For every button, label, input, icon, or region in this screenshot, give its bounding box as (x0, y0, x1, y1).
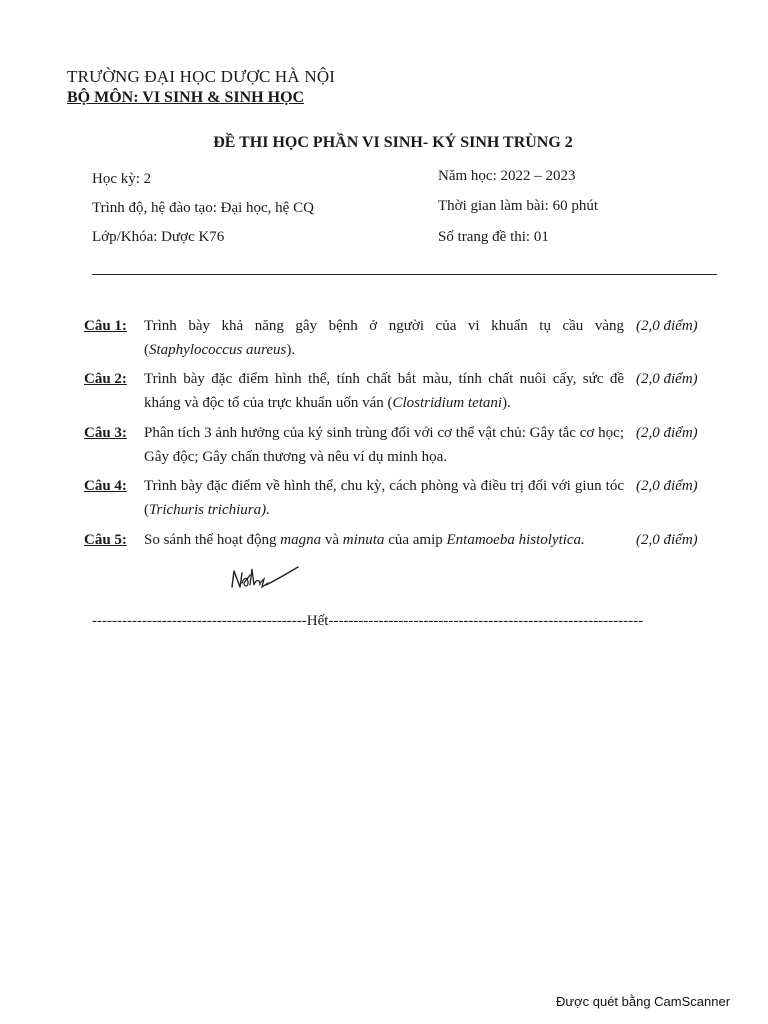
header-divider (92, 274, 717, 275)
department-name: BỘ MÔN: VI SINH & SINH HỌC (67, 89, 305, 106)
question-label: Câu 4: (84, 478, 127, 494)
question-score: (2,0 điểm) (636, 318, 698, 334)
question-label: Câu 2: (84, 371, 127, 387)
question-text: Trình bày đặc điểm hình thể, tính chất bắt màu, tính chất nuôi cấy, sức đề kháng và độc tố của trực khuẩn uốn ván (Clostridium tetani). (144, 371, 624, 411)
question-label: Câu 3: (84, 425, 127, 441)
duration-info: Thời gian làm bài: 60 phút (438, 198, 598, 214)
school-name: TRƯỜNG ĐẠI HỌC DƯỢC HÀ NỘI (67, 67, 336, 86)
question-text: Trình bày khả năng gây bệnh ở người của vi khuẩn tụ cầu vàng (Staphylococcus aureus). (144, 318, 624, 358)
end-of-exam-marker: -------------------------------------------Hết--------------------------------------------------------------- (92, 613, 644, 629)
question-text: So sánh thể hoạt động magna và minuta của amip Entamoeba histolytica. (144, 532, 585, 548)
handwritten-signature (228, 565, 300, 593)
exam-title: ĐỀ THI HỌC PHẦN VI SINH- KÝ SINH TRÙNG 2 (213, 134, 573, 151)
question-label: Câu 1: (84, 318, 127, 334)
page-count-info: Số trang đề thi: 01 (438, 229, 549, 245)
question-score: (2,0 điểm) (636, 371, 698, 387)
question-text: Phân tích 3 ảnh hưởng của ký sinh trùng đối với cơ thể vật chủ: Gây tắc cơ học; Gây độc; Gây chấn thương và nêu ví dụ minh họa. (144, 425, 624, 465)
question-text: Trình bày đặc điểm về hình thể, chu kỳ, cách phòng và điều trị đối với giun tóc (Trichuris trichiura). (144, 478, 624, 518)
question-score: (2,0 điểm) (636, 478, 698, 494)
semester-info: Học kỳ: 2 (92, 171, 152, 187)
question-score: (2,0 điểm) (636, 425, 698, 441)
camscanner-watermark: Được quét bằng CamScanner (556, 994, 731, 1009)
academic-year-info: Năm học: 2022 – 2023 (438, 168, 576, 184)
question-label: Câu 5: (84, 532, 127, 548)
training-level-info: Trình độ, hệ đào tạo: Đại học, hệ CQ (92, 200, 314, 216)
question-score: (2,0 điểm) (636, 532, 698, 548)
class-info: Lớp/Khóa: Dược K76 (92, 229, 225, 245)
